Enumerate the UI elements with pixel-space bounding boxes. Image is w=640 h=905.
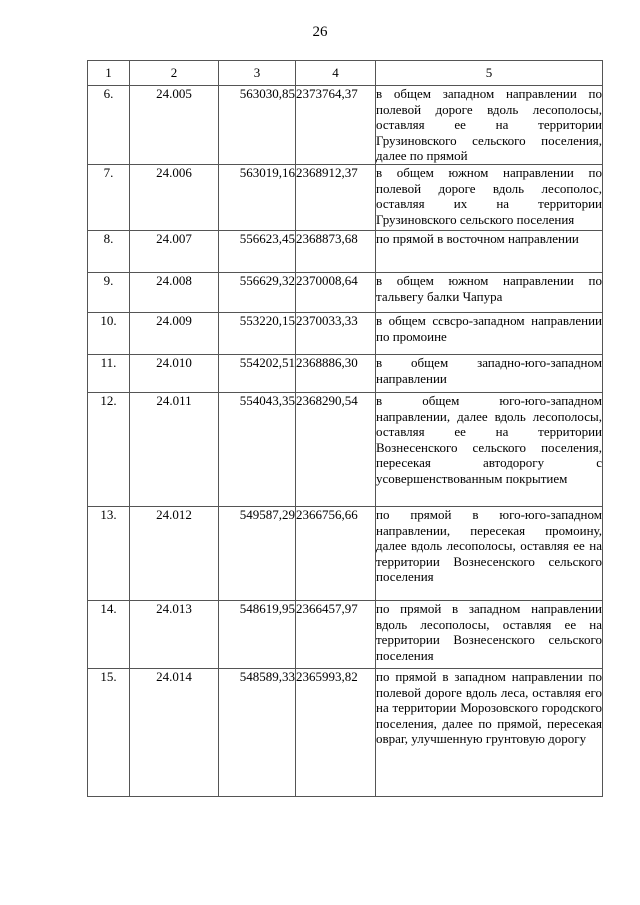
coordinate-x: 563019,16: [219, 164, 296, 230]
point-id: 24.010: [130, 354, 219, 392]
coordinate-y: 2365993,82: [296, 668, 376, 796]
table-row: [88, 668, 603, 796]
boundary-description: в общем юго-юго-западном направлении, далее вдоль лесополосы, оставляя ее на территории Вознесенского сельского поселения, пересекая автодорогу с усовершенствованным покрытием: [376, 392, 603, 506]
boundary-coordinates-table: [87, 60, 603, 797]
boundary-description: по прямой в западном направлении по полевой дороге вдоль леса, оставляя его на территории Морозовского городского поселения, далее по прямой, пересекая овраг, улучшенную грунтовую дорогу: [376, 668, 603, 796]
column-header: 2: [130, 61, 219, 86]
row-number: 6.: [88, 86, 130, 165]
coordinate-y: 2368912,37: [296, 164, 376, 230]
table-row: [88, 272, 603, 312]
row-number: 7.: [88, 164, 130, 230]
coordinate-y: 2366457,97: [296, 600, 376, 668]
point-id: 24.009: [130, 312, 219, 354]
table-row: [88, 164, 603, 230]
boundary-description: в общем южном направлении по полевой дороге вдоль лесополос, оставляя их на территории Грузиновского сельского поселения: [376, 164, 603, 230]
point-id: 24.008: [130, 272, 219, 312]
point-id: 24.011: [130, 392, 219, 506]
column-header: 3: [219, 61, 296, 86]
table-row: [88, 506, 603, 600]
point-id: 24.014: [130, 668, 219, 796]
row-number: 14.: [88, 600, 130, 668]
boundary-description: в общем южном направлении по тальвегу балки Чапура: [376, 272, 603, 312]
table-row: [88, 392, 603, 506]
boundary-description: по прямой в восточном направлении: [376, 230, 603, 272]
column-header: 4: [296, 61, 376, 86]
coordinate-x: 554043,35: [219, 392, 296, 506]
table-row: [88, 312, 603, 354]
coordinate-x: 553220,15: [219, 312, 296, 354]
coordinate-x: 548589,33: [219, 668, 296, 796]
coordinate-x: 556629,32: [219, 272, 296, 312]
row-number: 13.: [88, 506, 130, 600]
coordinate-y: 2370008,64: [296, 272, 376, 312]
boundary-description: по прямой в западном направлении вдоль лесополосы, оставляя ее на территории Вознесенского сельского поселения: [376, 600, 603, 668]
row-number: 10.: [88, 312, 130, 354]
point-id: 24.013: [130, 600, 219, 668]
coordinate-x: 556623,45: [219, 230, 296, 272]
coordinate-x: 563030,85: [219, 86, 296, 165]
table-header-row: [88, 61, 603, 86]
boundary-description: по прямой в юго-юго-западном направлении, пересекая промоину, далее вдоль лесополосы, оставляя ее на территории Вознесенского сельского поселения: [376, 506, 603, 600]
point-id: 24.012: [130, 506, 219, 600]
boundary-description: в общем ссвсро-западном направлении по промоине: [376, 312, 603, 354]
row-number: 8.: [88, 230, 130, 272]
table-row: [88, 354, 603, 392]
coordinate-x: 554202,51: [219, 354, 296, 392]
row-number: 15.: [88, 668, 130, 796]
page-number: 26: [312, 24, 328, 40]
table-row: [88, 86, 603, 165]
column-header: 1: [88, 61, 130, 86]
table-row: [88, 230, 603, 272]
row-number: 9.: [88, 272, 130, 312]
column-header: 5: [376, 61, 603, 86]
point-id: 24.006: [130, 164, 219, 230]
table-row: [88, 600, 603, 668]
coordinate-y: 2370033,33: [296, 312, 376, 354]
point-id: 24.005: [130, 86, 219, 165]
boundary-description: в общем западном направлении по полевой дороге вдоль лесополосы, оставляя ее на территории Грузиновского сельского поселения, далее по прямой: [376, 86, 602, 164]
point-id: 24.007: [130, 230, 219, 272]
coordinate-y: 2373764,37: [296, 86, 376, 165]
coordinate-y: 2366756,66: [296, 506, 376, 600]
coordinate-y: 2368290,54: [296, 392, 376, 506]
boundary-description: в общем западно-юго-западном направлении: [376, 354, 603, 392]
coordinate-x: 548619,95: [219, 600, 296, 668]
row-number: 11.: [88, 354, 130, 392]
row-number: 12.: [88, 392, 130, 506]
coordinate-y: 2368886,30: [296, 354, 376, 392]
coordinate-x: 549587,29: [219, 506, 296, 600]
coordinate-y: 2368873,68: [296, 230, 376, 272]
